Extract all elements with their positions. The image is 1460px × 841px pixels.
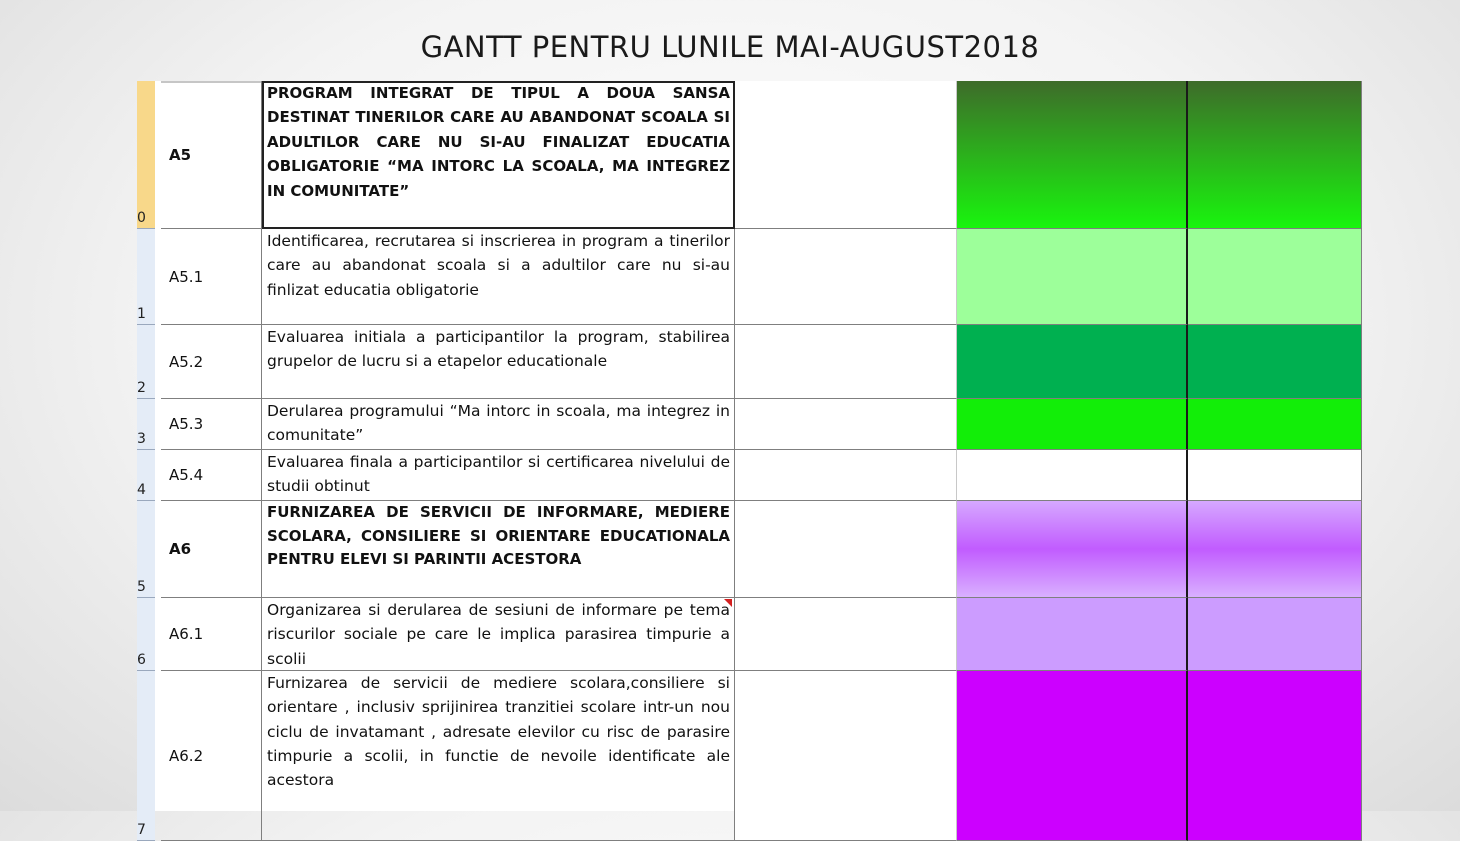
activity-code-cell[interactable]: A6.2 <box>161 671 262 841</box>
gantt-month-cell[interactable] <box>735 325 957 399</box>
gantt-month-cell[interactable] <box>1188 450 1362 501</box>
gantt-spreadsheet <box>137 81 1362 838</box>
activity-description-cell[interactable]: Evaluarea initiala a participantilor la program, stabilirea grupelor de lucru si a etapelor educationale <box>262 325 735 399</box>
row-number: 1 <box>137 306 146 322</box>
activity-code-cell[interactable]: A5 <box>161 81 262 229</box>
row-header[interactable] <box>137 598 155 671</box>
gantt-month-cell[interactable] <box>957 81 1188 229</box>
slide-title: GANTT PENTRU LUNILE MAI-AUGUST2018 <box>420 30 1040 64</box>
gantt-month-cell[interactable] <box>957 598 1188 671</box>
gantt-month-cell[interactable] <box>1188 399 1362 450</box>
row-header[interactable] <box>137 501 155 598</box>
gantt-month-cell[interactable] <box>957 229 1188 325</box>
gantt-month-cell[interactable] <box>1188 229 1362 325</box>
gantt-month-cell[interactable] <box>735 501 957 598</box>
activity-description-cell[interactable]: Derularea programului “Ma intorc in scoala, ma integrez in comunitate” <box>262 399 735 450</box>
gantt-month-cell[interactable] <box>957 671 1188 841</box>
row-number: 7 <box>137 822 146 838</box>
gantt-month-cell[interactable] <box>735 399 957 450</box>
activity-description-cell[interactable]: Furnizarea de servicii de mediere scolara,consiliere si orientare , inclusiv sprijinirea tranzitiei scolare intr-un nou ciclu de invatamant , adresate elevilor cu risc de parasire timpurie a scolii, in functie de nevoile identificate ale acestora <box>262 671 735 841</box>
gantt-month-cell[interactable] <box>735 598 957 671</box>
gantt-month-cell[interactable] <box>1188 325 1362 399</box>
activity-description-cell[interactable]: FURNIZAREA DE SERVICII DE INFORMARE, MEDIERE SCOLARA, CONSILIERE SI ORIENTARE EDUCATIONALA PENTRU ELEVI SI PARINTII ACESTORA <box>262 501 735 598</box>
gantt-month-cell[interactable] <box>735 229 957 325</box>
gantt-month-cell[interactable] <box>957 450 1188 501</box>
activity-code-cell[interactable]: A5.3 <box>161 399 262 450</box>
row-number: 2 <box>137 380 146 396</box>
activity-description-cell[interactable]: Organizarea si derularea de sesiuni de informare pe tema riscurilor sociale pe care le implica parasirea timpurie a scolii <box>262 598 735 671</box>
gantt-month-cell[interactable] <box>735 81 957 229</box>
row-header[interactable] <box>137 229 155 325</box>
row-number: 3 <box>137 431 146 447</box>
gantt-month-cell[interactable] <box>1188 501 1362 598</box>
activity-code-cell[interactable]: A5.1 <box>161 229 262 325</box>
gantt-month-cell[interactable] <box>735 671 957 841</box>
row-number: 4 <box>137 482 146 498</box>
activity-description-cell[interactable]: Identificarea, recrutarea si inscrierea in program a tinerilor care au abandonat scoala si a adultilor care nu si-au finlizat educatia obligatorie <box>262 229 735 325</box>
gantt-month-cell[interactable] <box>1188 81 1362 229</box>
row-number: 0 <box>137 210 146 226</box>
activity-description-cell[interactable]: PROGRAM INTEGRAT DE TIPUL A DOUA SANSA DESTINAT TINERILOR CARE AU ABANDONAT SCOALA SI ADULTILOR CARE NU SI-AU FINALIZAT EDUCATIA OBLIGATORIE “MA INTORC LA SCOALA, MA INTEGREZ IN COMUNITATE” <box>262 81 735 229</box>
gantt-month-cell[interactable] <box>735 450 957 501</box>
gantt-month-cell[interactable] <box>957 399 1188 450</box>
activity-code-cell[interactable]: A5.2 <box>161 325 262 399</box>
gantt-month-cell[interactable] <box>957 501 1188 598</box>
row-number: 6 <box>137 652 146 668</box>
activity-code-cell[interactable]: A6.1 <box>161 598 262 671</box>
activity-code-cell[interactable]: A5.4 <box>161 450 262 501</box>
row-header[interactable] <box>137 450 155 501</box>
gantt-month-cell[interactable] <box>1188 598 1362 671</box>
row-header[interactable] <box>137 399 155 450</box>
activity-code-cell[interactable]: A6 <box>161 501 262 598</box>
gantt-month-cell[interactable] <box>1188 671 1362 841</box>
activity-description-cell[interactable]: Evaluarea finala a participantilor si certificarea nivelului de studii obtinut <box>262 450 735 501</box>
row-number: 5 <box>137 579 146 595</box>
row-header[interactable] <box>137 671 155 841</box>
gantt-month-cell[interactable] <box>957 325 1188 399</box>
row-header[interactable] <box>137 81 155 229</box>
row-header[interactable] <box>137 325 155 399</box>
